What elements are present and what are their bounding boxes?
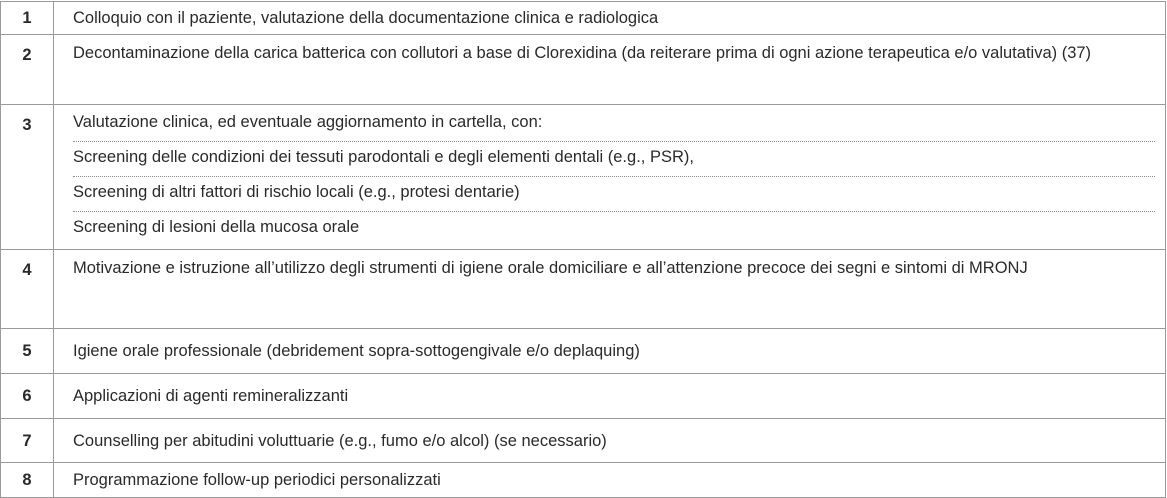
table-row [1, 105, 1166, 250]
row-description: Programmazione follow-up periodici personalizzati [54, 463, 1166, 498]
row-description: Applicazioni di agenti remineralizzanti [54, 374, 1166, 419]
row-number: 7 [1, 419, 54, 463]
procedure-table [0, 1, 1166, 498]
row-number: 6 [1, 374, 54, 419]
row-subline: Valutazione clinica, ed eventuale aggiornamento in cartella, con: [73, 107, 1155, 142]
table-row [1, 329, 1166, 374]
row-description: Counselling per abitudini voluttuarie (e.g., fumo e/o alcol) (se necessario) [54, 419, 1166, 463]
table-row [1, 374, 1166, 419]
table-row [1, 419, 1166, 463]
row-description: Motivazione e istruzione all’utilizzo degli strumenti di igiene orale domiciliare e all’attenzione precoce dei segni e sintomi di MRONJ [54, 250, 1166, 329]
row-number: 3 [1, 105, 54, 250]
row-number: 1 [1, 2, 54, 35]
table-row [1, 250, 1166, 329]
table-row [1, 2, 1166, 35]
row-description-group [54, 105, 1166, 250]
row-subline: Screening di lesioni della mucosa orale [73, 218, 360, 236]
row-number: 5 [1, 329, 54, 374]
row-description: Decontaminazione della carica batterica con collutori a base di Clorexidina (da reiterare prima di ogni azione terapeutica e/o valutativa) (37) [54, 35, 1166, 105]
row-number: 4 [1, 250, 54, 329]
row-number: 2 [1, 35, 54, 105]
row-number: 8 [1, 463, 54, 498]
row-description: Igiene orale professionale (debridement sopra-sottogengivale e/o deplaquing) [54, 329, 1166, 374]
row-subline: Screening delle condizioni dei tessuti parodontali e degli elementi dentali (e.g., PSR), [73, 142, 1155, 177]
row-description: Colloquio con il paziente, valutazione della documentazione clinica e radiologica [54, 2, 1166, 35]
table-row [1, 35, 1166, 105]
row-subline: Screening di altri fattori di rischio locali (e.g., protesi dentarie) [73, 177, 1155, 212]
